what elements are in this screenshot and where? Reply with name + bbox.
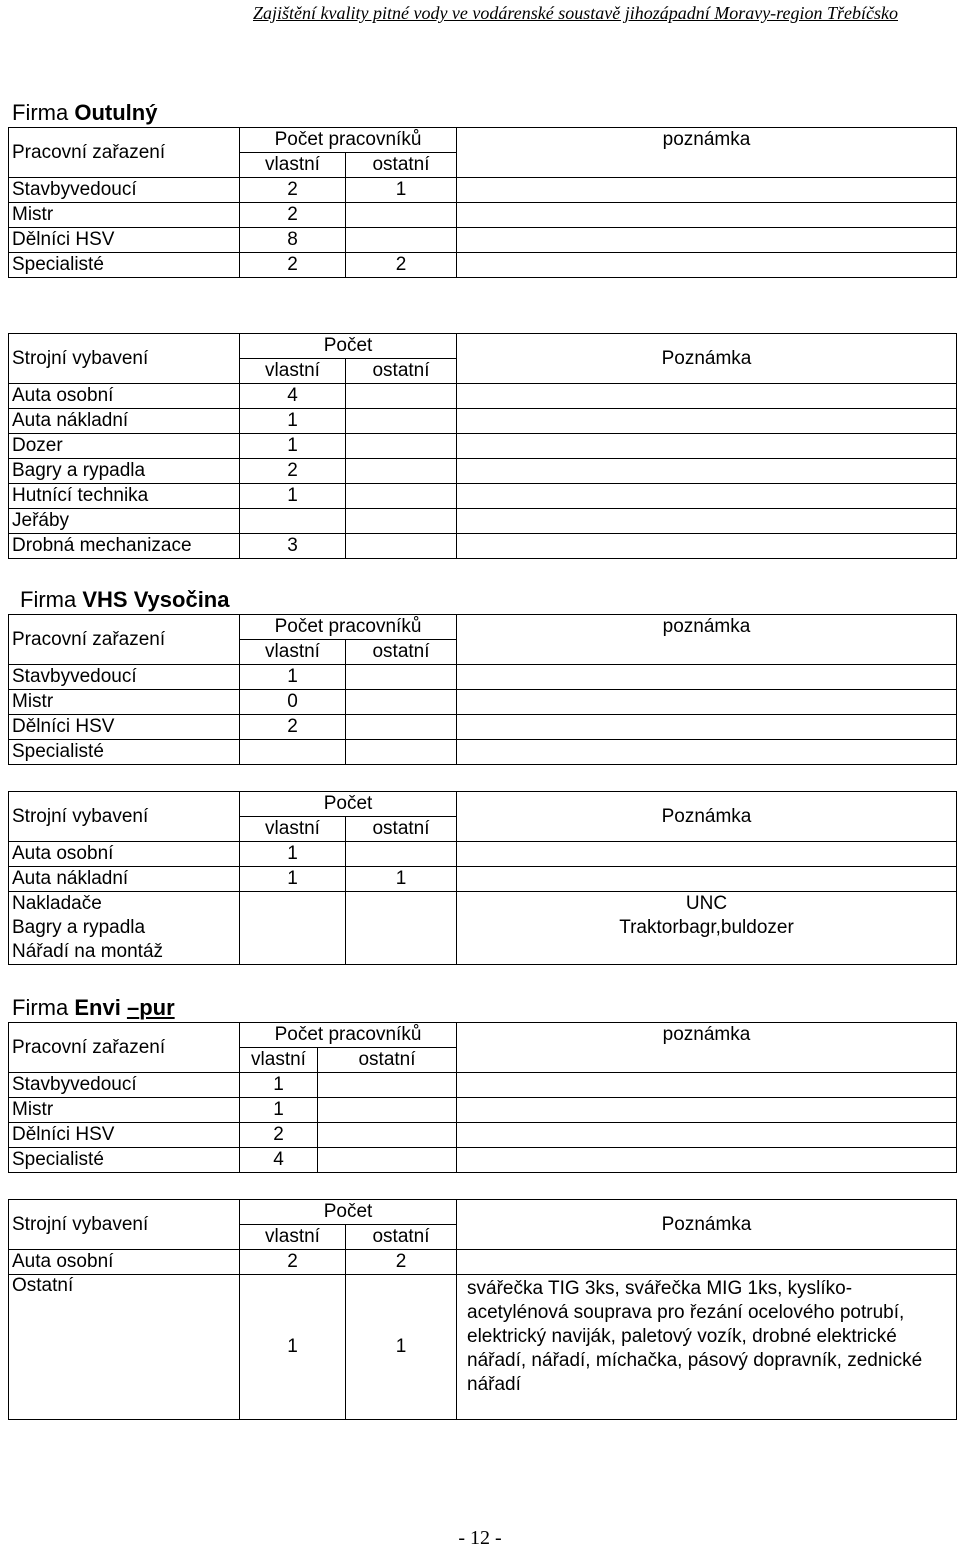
own-cell (240, 509, 346, 534)
col-header-count: Počet pracovníků (240, 1023, 457, 1048)
note-cell (457, 484, 957, 509)
table-row (9, 1123, 957, 1148)
table-row (9, 1098, 957, 1123)
item-cell: Auta osobní (9, 1250, 240, 1275)
table-row (9, 534, 957, 559)
other-cell (318, 1098, 457, 1123)
note-cell (457, 867, 957, 892)
item-cell: Dozer (9, 434, 240, 459)
table-row (9, 1275, 957, 1420)
role-cell: Stavbyvedoucí (9, 1073, 240, 1098)
table-row (9, 842, 957, 867)
own-cell: 2 (240, 253, 346, 278)
table-row (9, 178, 957, 203)
own-cell: 2 (240, 178, 346, 203)
item-cell: Jeřáby (9, 509, 240, 534)
other-cell: 1 (346, 1275, 457, 1420)
col-header-note: poznámka (457, 615, 957, 640)
table-row (9, 228, 957, 253)
other-cell (346, 203, 457, 228)
col-header-role: Pracovní zařazení (9, 128, 240, 178)
col-header-note: Poznámka (457, 792, 957, 842)
firm-name-dash: – (126, 995, 140, 1020)
item-cell: Auta nákladní (9, 409, 240, 434)
own-cell (240, 940, 346, 965)
note-cell: Traktorbagr,buldozer (457, 916, 957, 940)
machinery-table (8, 1199, 957, 1420)
item-cell: Bagry a rypadla (9, 459, 240, 484)
col-header-count: Počet (240, 1200, 457, 1225)
own-cell: 1 (240, 1098, 318, 1123)
role-cell: Mistr (9, 690, 240, 715)
col-header-role: Pracovní zařazení (9, 1023, 240, 1073)
other-cell (346, 459, 457, 484)
table-row (9, 1148, 957, 1173)
note-cell (457, 940, 957, 965)
own-cell: 1 (240, 484, 346, 509)
col-header-own: vlastní (240, 1048, 318, 1073)
note-cell (457, 842, 957, 867)
other-cell (346, 434, 457, 459)
item-cell: Drobná mechanizace (9, 534, 240, 559)
own-cell (240, 740, 346, 765)
own-cell: 4 (240, 384, 346, 409)
col-header-machinery: Strojní vybavení (9, 792, 240, 842)
table-row (9, 740, 957, 765)
col-header-note: Poznámka (457, 1200, 957, 1250)
firm-name: Outulný (74, 100, 158, 125)
note-cell (457, 509, 957, 534)
role-cell: Mistr (9, 203, 240, 228)
item-cell: Ostatní (9, 1275, 240, 1420)
firm-title (12, 995, 175, 1021)
other-cell (346, 228, 457, 253)
staff-table (8, 1022, 957, 1173)
note-cell (457, 459, 957, 484)
role-cell: Mistr (9, 1098, 240, 1123)
col-header-own: vlastní (240, 817, 346, 842)
other-cell: 2 (346, 1250, 457, 1275)
firm-name: VHS Vysočina (82, 587, 230, 612)
firm-prefix: Firma (12, 995, 69, 1020)
own-cell: 2 (240, 1123, 318, 1148)
other-cell (318, 1123, 457, 1148)
table-row (9, 409, 957, 434)
own-cell: 1 (240, 409, 346, 434)
col-header-count: Počet (240, 334, 457, 359)
role-cell: Stavbyvedoucí (9, 665, 240, 690)
own-cell (240, 916, 346, 940)
col-header-count: Počet (240, 792, 457, 817)
table-row (9, 690, 957, 715)
other-cell (346, 715, 457, 740)
note-cell (457, 534, 957, 559)
table-row (9, 867, 957, 892)
table-row (9, 1250, 957, 1275)
note-cell (457, 384, 957, 409)
staff-table (8, 127, 957, 278)
col-header-own: vlastní (240, 1225, 346, 1250)
col-header-note: poznámka (457, 128, 957, 153)
role-cell: Stavbyvedoucí (9, 178, 240, 203)
col-header-other: ostatní (346, 817, 457, 842)
table-row (9, 434, 957, 459)
note-cell (457, 409, 957, 434)
item-cell: Auta osobní (9, 384, 240, 409)
role-cell: Dělníci HSV (9, 1123, 240, 1148)
own-cell: 2 (240, 459, 346, 484)
firm-prefix: Firma (20, 587, 77, 612)
table-row (9, 253, 957, 278)
col-header-own: vlastní (240, 359, 346, 384)
other-cell (346, 409, 457, 434)
firm-prefix: Firma (12, 100, 69, 125)
other-cell (318, 1073, 457, 1098)
other-cell (318, 1148, 457, 1173)
other-cell (346, 940, 457, 965)
machinery-table (8, 791, 957, 965)
page-header: Zajištění kvality pitné vody ve vodárenské soustavě jihozápadní Moravy-region Třebíčsko (252, 3, 898, 23)
item-cell: Auta osobní (9, 842, 240, 867)
other-cell (346, 690, 457, 715)
col-header-machinery: Strojní vybavení (9, 334, 240, 384)
note-cell: svářečka TIG 3ks, svářečka MIG 1ks, kyslíko-acetylénová souprava pro řezání ocelového potrubí, elektrický naviják, paletový vozík, drobné elektrické nářadí, nářadí, míchačka, pásový dopravník, zednické nářadí (457, 1275, 957, 1420)
other-cell (346, 892, 457, 917)
col-header-machinery: Strojní vybavení (9, 1200, 240, 1250)
own-cell: 1 (240, 1073, 318, 1098)
col-header-own: vlastní (240, 153, 346, 178)
table-row (9, 1073, 957, 1098)
firm-title (12, 100, 157, 126)
col-header-other: ostatní (346, 153, 457, 178)
table-row (9, 665, 957, 690)
own-cell: 1 (240, 1275, 346, 1420)
col-header-other: ostatní (346, 1225, 457, 1250)
col-header-note: Poznámka (457, 334, 957, 384)
col-header-count: Počet pracovníků (240, 615, 457, 640)
own-cell: 2 (240, 203, 346, 228)
table-row (9, 940, 957, 965)
other-cell (346, 384, 457, 409)
col-header-other: ostatní (318, 1048, 457, 1073)
item-cell: Auta nákladní (9, 867, 240, 892)
item-cell: Nářadí na montáž (9, 940, 240, 965)
firm-name-suffix: pur (139, 995, 175, 1020)
table-row (9, 509, 957, 534)
table-row (9, 484, 957, 509)
note-cell: UNC (457, 892, 957, 917)
own-cell: 1 (240, 842, 346, 867)
other-cell (346, 842, 457, 867)
staff-table (8, 614, 957, 765)
own-cell: 2 (240, 1250, 346, 1275)
role-cell: Dělníci HSV (9, 715, 240, 740)
own-cell: 1 (240, 665, 346, 690)
other-cell (346, 916, 457, 940)
col-header-note: poznámka (457, 1023, 957, 1048)
other-cell: 1 (346, 178, 457, 203)
own-cell (240, 892, 346, 917)
other-cell: 1 (346, 867, 457, 892)
role-cell: Dělníci HSV (9, 228, 240, 253)
other-cell (346, 534, 457, 559)
item-cell: Hutnící technika (9, 484, 240, 509)
col-header-count: Počet pracovníků (240, 128, 457, 153)
own-cell: 1 (240, 434, 346, 459)
other-cell (346, 665, 457, 690)
own-cell: 2 (240, 715, 346, 740)
note-cell (457, 434, 957, 459)
own-cell: 4 (240, 1148, 318, 1173)
col-header-other: ostatní (346, 359, 457, 384)
table-row (9, 715, 957, 740)
role-cell: Specialisté (9, 740, 240, 765)
col-header-other: ostatní (346, 640, 457, 665)
item-cell: Nakladače (9, 892, 240, 917)
note-cell (457, 1250, 957, 1275)
firm-title (20, 587, 229, 613)
other-cell (346, 484, 457, 509)
other-cell (346, 509, 457, 534)
table-row (9, 916, 957, 940)
own-cell: 0 (240, 690, 346, 715)
page-number: - 12 - (458, 1527, 502, 1549)
table-row (9, 459, 957, 484)
item-cell: Bagry a rypadla (9, 916, 240, 940)
table-row (9, 384, 957, 409)
own-cell: 1 (240, 867, 346, 892)
machinery-table (8, 333, 957, 559)
firm-name: Envi (74, 995, 121, 1020)
role-cell: Specialisté (9, 253, 240, 278)
other-cell (346, 740, 457, 765)
table-row (9, 892, 957, 917)
own-cell: 8 (240, 228, 346, 253)
col-header-role: Pracovní zařazení (9, 615, 240, 665)
other-cell: 2 (346, 253, 457, 278)
col-header-own: vlastní (240, 640, 346, 665)
table-row (9, 203, 957, 228)
role-cell: Specialisté (9, 1148, 240, 1173)
own-cell: 3 (240, 534, 346, 559)
